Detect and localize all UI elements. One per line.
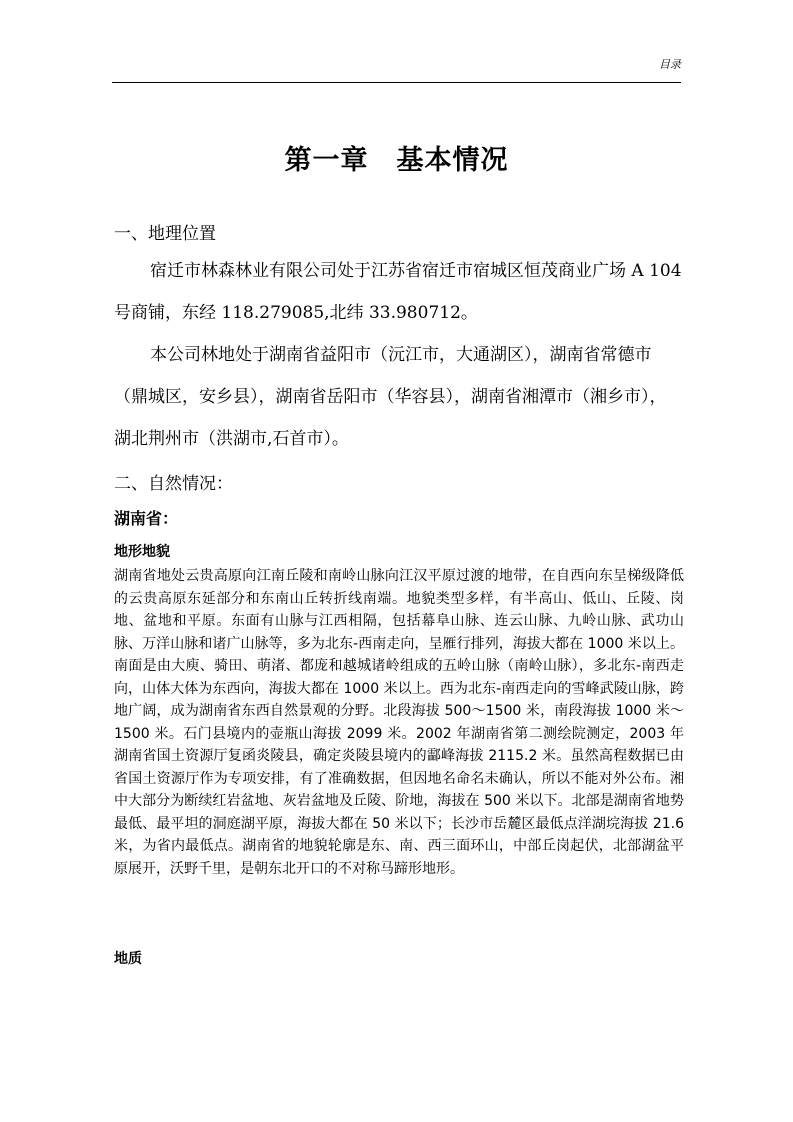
subheading-geology: 地质: [114, 951, 142, 967]
paragraph-text: 宿迁市林森林业有限公司处于江苏省宿迁市宿城区恒茂商业广场 A 104 号商铺，东经 118.279085,北纬 33.980712。: [114, 261, 682, 323]
chapter-title: 第一章 基本情况: [284, 145, 509, 176]
paragraph-company-address: [114, 250, 682, 334]
section-heading-natural: 二、自然情况：: [114, 474, 233, 494]
subheading-terrain: 地形地貌: [114, 544, 170, 560]
region-heading-hunan: 湖南省：: [114, 509, 179, 528]
terrain-body-text: 湖南省地处云贵高原向江南丘陵和南岭山脉向江汉平原过渡的地带，在自西向东呈梯级降低的云贵高原东延部分和东南山丘转折线南端。地貌类型多样，有半高山、低山、丘陵、岗地、盆地和平原。东面有山脉与江西相隔，包括幕阜山脉、连云山脉、九岭山脉、武功山脉、万洋山脉和诸广山脉等，多为北东-西南走向，呈雁行排列，海拔大都在 1000 米以上。南面是由大庾、骑田、萌渚、都庞和越城诸岭组成的五岭山脉（南岭山脉），多北东-南西走向，山体大体为东西向，海拔大都在 1000 米以上。西为北东-南西走向的雪峰武陵山脉，跨地广阔，成为湖南省东西自然景观的分野。北段海拔 500～1500 米，南段海拔 1000 米～1500 米。石门县境内的壶瓶山海拔 2099 米。2002 年湖南省第二测绘院测定，2003 年湖南省国土资源厅复函炎陵县，确定炎陵县境内的酃峰海拔 2115.2 米。虽然高程数据已由省国土资源厅作为专项安排，有了准确数据，但因地名命名未确认，所以不能对外公布。湘中大部分为断续红岩盆地、灰岩盆地及丘陵、阶地，海拔在 500 米以下。北部是湖南省地势最低、最平坦的洞庭湖平原，海拔大都在 50 米以下；长沙市岳麓区最低点洋湖垸海拔 21.6 米，为省内最低点。湖南省的地貌轮廓是东、南、西三面环山，中部丘岗起伏，北部湖盆平原展开，沃野千里，是朝东北开口的不对称马蹄形地形。: [114, 568, 684, 877]
paragraph-forest-locations: [114, 334, 682, 460]
header-label: 目录: [659, 58, 681, 71]
paragraph-text: 本公司林地处于湖南省益阳市（沅江市，大通湖区），湖南省常德市（鼎城区，安乡县），湖南省岳阳市（华容县），湖南省湘潭市（湘乡市），湖北荆州市（洪湖市,石首市）。: [114, 345, 667, 449]
header-divider: [112, 82, 681, 83]
section-heading-location: 一、地理位置: [114, 224, 216, 244]
